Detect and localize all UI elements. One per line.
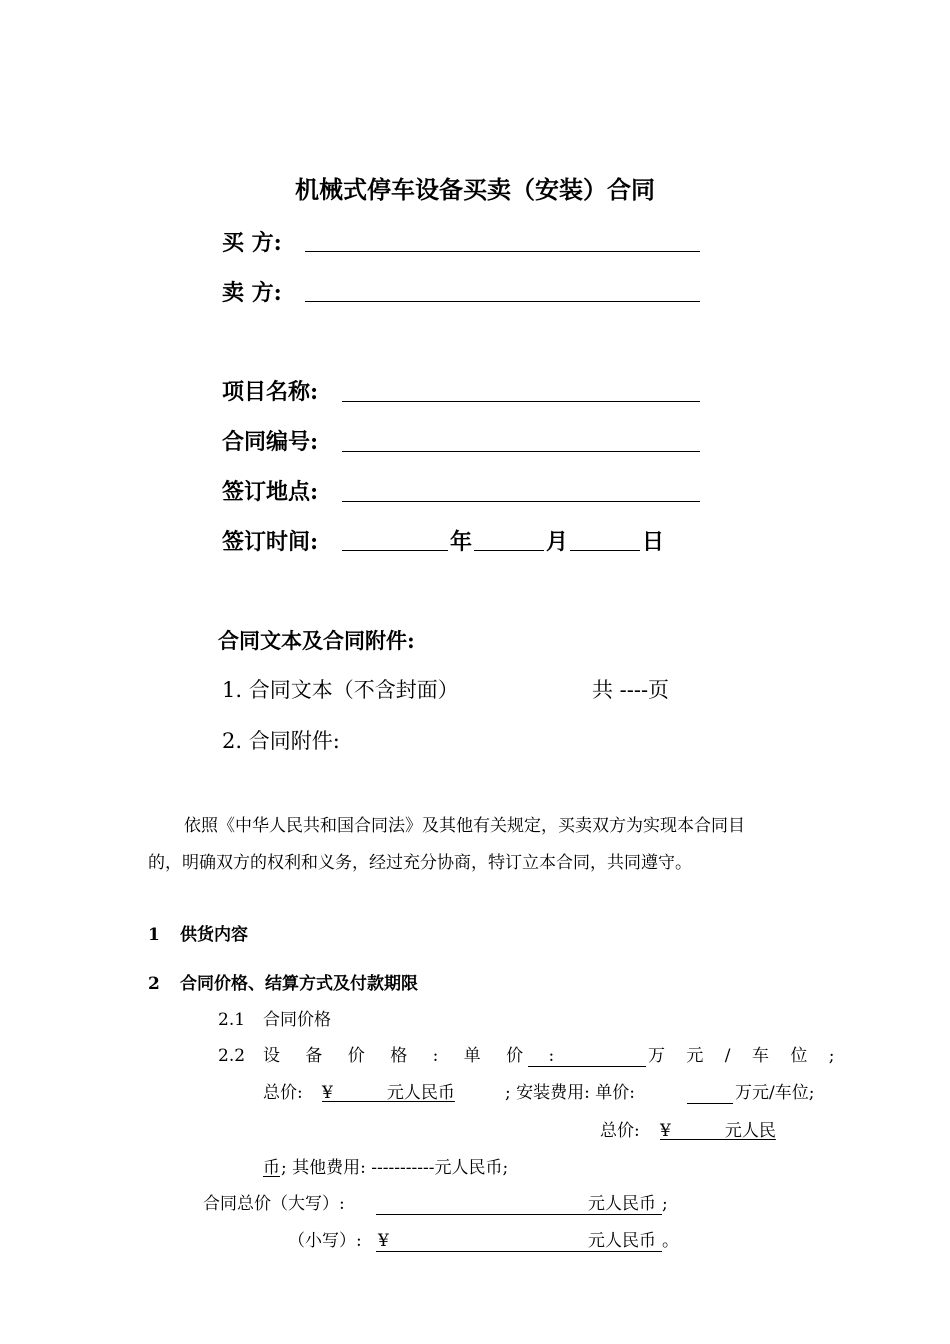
signing-time-label: 签订时间: [222,529,319,555]
attachment-item-2: 2. 合同附件: [222,729,340,753]
section-1-title: 供货内容 [180,925,248,945]
subsection-2-1-title: 合同价格 [263,1010,331,1030]
equipment-unit-price-blank[interactable] [528,1066,646,1067]
project-name-blank[interactable] [342,401,700,402]
grand-total-lower-blank[interactable] [376,1251,662,1252]
installation-total-label: 总价: [600,1121,640,1141]
section-2-title: 合同价格、结算方式及付款期限 [180,974,418,994]
installation-unit-price-unit: 万元/车位; [735,1083,815,1103]
signing-place-blank[interactable] [342,501,700,502]
subsection-2-1-number: 2.1 [218,1010,246,1030]
seller-blank[interactable] [305,301,700,302]
contract-number-blank[interactable] [342,451,700,452]
other-fees: ; 其他费用: -----------元人民币; [281,1158,509,1178]
buyer-blank[interactable] [305,251,700,252]
grand-total-lower-prefix: ¥ [378,1231,389,1251]
equipment-total-value: ¥ 元人民币 [322,1083,455,1103]
installation-total-value: ¥ 元人民 [660,1121,776,1141]
contract-number-label: 合同编号: [222,429,319,455]
grand-total-lower-end: 。 [662,1231,679,1251]
seller-label: 卖 方: [222,280,282,306]
equipment-total-label: 总价: [263,1083,303,1103]
year-label: 年 [450,529,473,555]
year-blank[interactable] [342,550,448,551]
month-blank[interactable] [474,550,544,551]
attachment-item-1: 1. 合同文本（不含封面） [222,678,459,702]
grand-total-upper-label: 合同总价（大写）: [203,1194,345,1214]
installation-unit-price-label: ; 安装费用: 单价: [505,1083,635,1103]
section-2-number: 2 [148,974,160,994]
grand-total-upper-suffix: 元人民币 [588,1194,656,1214]
grand-total-upper-blank[interactable] [376,1214,662,1215]
buyer-label: 买 方: [222,230,282,256]
project-name-label: 项目名称: [222,379,319,405]
subsection-2-2-number: 2.2 [218,1046,246,1066]
document-title: 机械式停车设备买卖（安装）合同 [295,175,655,204]
preamble-line-2: 的，明确双方的权利和义务，经过充分协商，特订立本合同，共同遵守。 [148,853,692,873]
section-1-number: 1 [148,925,160,945]
attachment-item-1-pages: 共 ----页 [592,678,670,702]
equipment-unit-price-label: 设 备 价 格 : 单 价 : [263,1046,561,1066]
grand-total-lower-label: （小写）: [288,1231,362,1251]
installation-unit-price-blank[interactable] [687,1103,733,1104]
month-label: 月 [546,529,569,555]
grand-total-upper-end: ; [662,1194,668,1214]
attachments-heading: 合同文本及合同附件: [218,628,415,653]
signing-place-label: 签订地点: [222,479,319,505]
preamble-line-1: 依照《中华人民共和国合同法》及其他有关规定，买卖双方为实现本合同目 [184,816,745,836]
equipment-unit-price-unit: 万 元 / 车 位 ; [648,1046,840,1066]
day-label: 日 [642,529,665,555]
day-blank[interactable] [570,550,640,551]
grand-total-lower-suffix: 元人民币 [588,1231,656,1251]
installation-total-currency-tail: 币 [263,1158,280,1178]
